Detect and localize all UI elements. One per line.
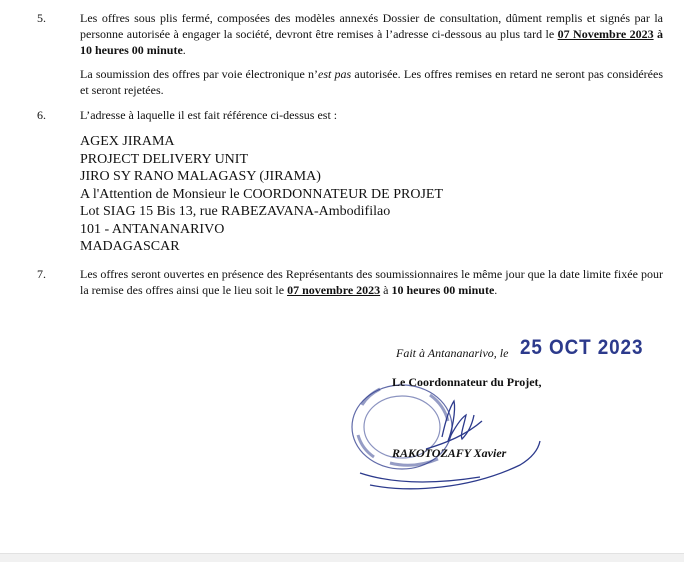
item-5-paragraph-1 xyxy=(80,10,663,58)
item-5-end: . xyxy=(182,43,186,57)
address-line: MADAGASCAR xyxy=(80,239,180,254)
item-number-5: 5. xyxy=(37,11,46,25)
item-5-paragraph-2 xyxy=(80,66,663,98)
item-7-paragraph xyxy=(80,266,663,298)
address-line: A l'Attention de Monsieur le COORDONNATEUR DE PROJET xyxy=(80,186,444,202)
item-7-end: . xyxy=(494,283,498,297)
signatory-name: RAKOTOZAFY Xavier xyxy=(392,446,507,460)
item-7-opening-time: 10 heures 00 minute xyxy=(391,283,495,297)
item-5-p2-after: autorisée. Les offres remises en retard ne seront pas considérées et seront rejetées. xyxy=(80,67,664,97)
item-5-p2-italic: est pas xyxy=(318,67,352,81)
item-number-6: 6. xyxy=(37,108,46,122)
item-number-7: 7. xyxy=(37,267,46,281)
address-block xyxy=(80,133,443,256)
item-5-text: Les offres sous plis fermé, composées des modèles annexés Dossier de consultation, dûment remplis et signés par la personne autorisée à engager la société, devront être remises à l’adresse ci-dessous au plus tard le xyxy=(80,11,663,41)
item-7-a: à xyxy=(380,283,392,297)
address-line: 101 - ANTANANARIVO xyxy=(80,221,225,237)
item-6-intro: L’adresse à laquelle il est fait référence ci-dessus est : xyxy=(80,108,338,122)
item-5-deadline-date: 07 Novembre 2023 xyxy=(557,27,654,41)
item-7-opening-date: 07 novembre 2023 xyxy=(287,283,381,297)
address-line: JIRO SY RANO MALAGASY (JIRAMA) xyxy=(80,169,321,184)
address-line: AGEX JIRAMA xyxy=(80,134,175,149)
place-and-date-label: Fait à Antananarivo, le xyxy=(396,346,509,360)
item-5-p2-before: La soumission des offres par voie électronique n’ xyxy=(80,67,318,81)
date-stamp: 25 OCT 2023 xyxy=(520,336,644,359)
item-5-a: à xyxy=(653,27,664,41)
address-line: PROJECT DELIVERY UNIT xyxy=(80,151,248,167)
item-7-text: Les offres seront ouvertes en présence des Représentants des soumissionnaires le même jour que la date limite fixée pour la remise des offres ainsi que le lieu soit le xyxy=(80,267,663,297)
address-line: Lot SIAG 15 Bis 13, rue RABEZAVANA-Ambodifilao xyxy=(80,204,391,219)
coordinator-title: Le Coordonnateur du Projet, xyxy=(392,375,542,389)
item-5-deadline-time: 10 heures 00 minute xyxy=(80,43,183,57)
